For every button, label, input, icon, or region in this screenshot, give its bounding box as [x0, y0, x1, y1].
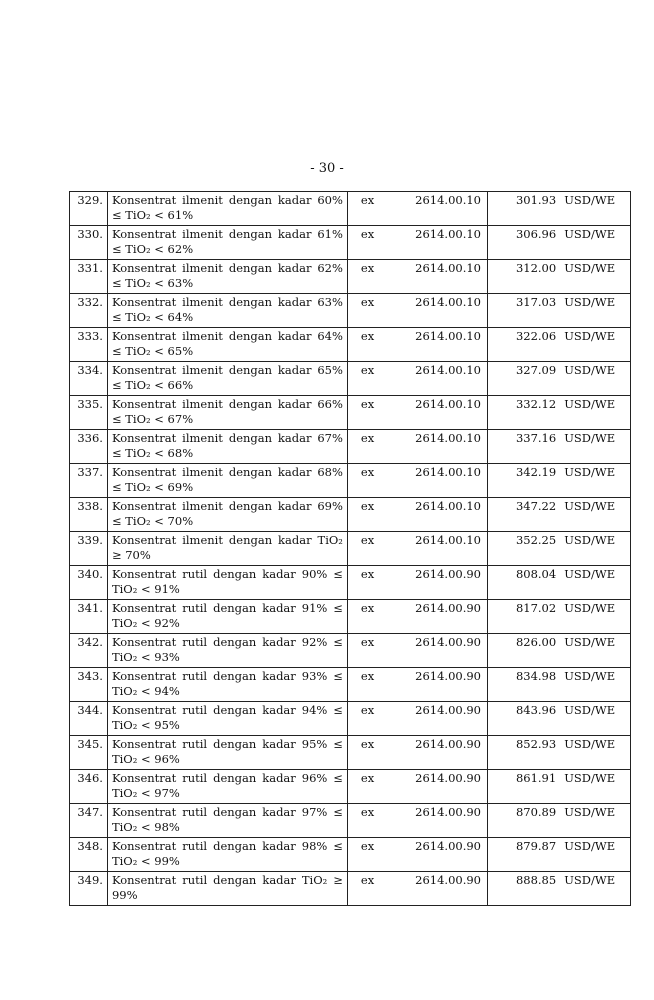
table-row	[70, 702, 631, 736]
row-number: 342.	[70, 634, 108, 668]
commodity-description	[107, 702, 347, 736]
ex-marker: ex	[347, 838, 397, 872]
hs-code: 2614.00.90	[397, 736, 488, 770]
description-line-1: Konsentrat rutil dengan kadar 96% ≤	[111, 771, 343, 785]
table-row	[70, 634, 631, 668]
commodity-description	[107, 566, 347, 600]
description-line-1: Konsentrat rutil dengan kadar 90% ≤	[111, 567, 343, 581]
hs-code: 2614.00.90	[397, 872, 488, 906]
commodity-description	[107, 396, 347, 430]
commodity-description	[107, 328, 347, 362]
price-value: 322.06	[488, 328, 560, 362]
price-value: 861.91	[488, 770, 560, 804]
hs-code: 2614.00.10	[397, 430, 488, 464]
hs-code: 2614.00.90	[397, 634, 488, 668]
description-line-1: Konsentrat rutil dengan kadar 94% ≤	[111, 703, 343, 717]
table-row	[70, 498, 631, 532]
ex-marker: ex	[347, 294, 397, 328]
ex-marker: ex	[347, 532, 397, 566]
description-line-2: ≤ TiO₂ < 69%	[111, 479, 194, 494]
description-line-2: TiO₂ < 99%	[111, 853, 180, 868]
row-number: 338.	[70, 498, 108, 532]
price-value: 808.04	[488, 566, 560, 600]
table-row	[70, 226, 631, 260]
price-unit: USD/WE	[560, 532, 630, 566]
description-line-2: ≤ TiO₂ < 68%	[111, 445, 194, 460]
commodity-description	[107, 226, 347, 260]
commodity-description	[107, 600, 347, 634]
description-line-1: Konsentrat rutil dengan kadar 92% ≤	[111, 635, 343, 649]
table-row	[70, 430, 631, 464]
ex-marker: ex	[347, 600, 397, 634]
row-number: 340.	[70, 566, 108, 600]
ex-marker: ex	[347, 634, 397, 668]
hs-code: 2614.00.10	[397, 294, 488, 328]
hs-code: 2614.00.90	[397, 566, 488, 600]
price-value: 879.87	[488, 838, 560, 872]
page-number: - 30 -	[310, 161, 344, 176]
price-unit: USD/WE	[560, 464, 630, 498]
price-unit: USD/WE	[560, 770, 630, 804]
hs-code: 2614.00.10	[397, 226, 488, 260]
description-line-2: TiO₂ < 95%	[111, 717, 180, 732]
price-value: 834.98	[488, 668, 560, 702]
table-row	[70, 328, 631, 362]
table-row	[70, 294, 631, 328]
table-row	[70, 362, 631, 396]
price-unit: USD/WE	[560, 192, 630, 226]
price-value: 337.16	[488, 430, 560, 464]
description-line-1: Konsentrat ilmenit dengan kadar TiO₂	[111, 533, 343, 547]
description-line-2: TiO₂ < 98%	[111, 819, 180, 834]
description-line-2: TiO₂ < 96%	[111, 751, 180, 766]
price-value: 870.89	[488, 804, 560, 838]
price-unit: USD/WE	[560, 362, 630, 396]
commodity-description	[107, 362, 347, 396]
table-row	[70, 396, 631, 430]
hs-code: 2614.00.90	[397, 702, 488, 736]
description-line-1: Konsentrat rutil dengan kadar 98% ≤	[111, 839, 343, 853]
price-unit: USD/WE	[560, 736, 630, 770]
table-row	[70, 736, 631, 770]
row-number: 332.	[70, 294, 108, 328]
ex-marker: ex	[347, 226, 397, 260]
description-line-2: ≥ 70%	[111, 547, 151, 562]
description-line-1: Konsentrat ilmenit dengan kadar 67%	[111, 431, 343, 445]
description-line-2: TiO₂ < 91%	[111, 581, 180, 596]
table-row	[70, 566, 631, 600]
price-unit: USD/WE	[560, 804, 630, 838]
description-line-1: Konsentrat ilmenit dengan kadar 62%	[111, 261, 343, 275]
price-unit: USD/WE	[560, 600, 630, 634]
commodity-description	[107, 294, 347, 328]
ex-marker: ex	[347, 770, 397, 804]
price-value: 347.22	[488, 498, 560, 532]
row-number: 343.	[70, 668, 108, 702]
ex-marker: ex	[347, 192, 397, 226]
price-unit: USD/WE	[560, 668, 630, 702]
ex-marker: ex	[347, 498, 397, 532]
hs-code: 2614.00.90	[397, 600, 488, 634]
hs-code: 2614.00.10	[397, 498, 488, 532]
ex-marker: ex	[347, 430, 397, 464]
table-row	[70, 192, 631, 226]
hs-code: 2614.00.90	[397, 804, 488, 838]
row-number: 335.	[70, 396, 108, 430]
commodity-description	[107, 770, 347, 804]
price-unit: USD/WE	[560, 566, 630, 600]
price-unit: USD/WE	[560, 294, 630, 328]
description-line-2: ≤ TiO₂ < 65%	[111, 343, 194, 358]
price-value: 327.09	[488, 362, 560, 396]
description-line-1: Konsentrat rutil dengan kadar 97% ≤	[111, 805, 343, 819]
price-value: 301.93	[488, 192, 560, 226]
price-value: 317.03	[488, 294, 560, 328]
price-value: 352.25	[488, 532, 560, 566]
price-value: 888.85	[488, 872, 560, 906]
price-unit: USD/WE	[560, 702, 630, 736]
ex-marker: ex	[347, 872, 397, 906]
ex-marker: ex	[347, 464, 397, 498]
description-line-1: Konsentrat rutil dengan kadar 91% ≤	[111, 601, 343, 615]
price-unit: USD/WE	[560, 260, 630, 294]
price-value: 826.00	[488, 634, 560, 668]
price-value: 342.19	[488, 464, 560, 498]
hs-code: 2614.00.90	[397, 770, 488, 804]
row-number: 349.	[70, 872, 108, 906]
description-line-2: ≤ TiO₂ < 66%	[111, 377, 194, 392]
price-value: 843.96	[488, 702, 560, 736]
description-line-1: Konsentrat ilmenit dengan kadar 69%	[111, 499, 343, 513]
description-line-2: ≤ TiO₂ < 61%	[111, 207, 194, 222]
price-value: 306.96	[488, 226, 560, 260]
table-row	[70, 770, 631, 804]
description-line-2: TiO₂ < 97%	[111, 785, 180, 800]
hs-code: 2614.00.10	[397, 362, 488, 396]
table-row	[70, 872, 631, 906]
row-number: 333.	[70, 328, 108, 362]
ex-marker: ex	[347, 668, 397, 702]
description-line-2: TiO₂ < 94%	[111, 683, 180, 698]
description-line-2: ≤ TiO₂ < 64%	[111, 309, 194, 324]
row-number: 346.	[70, 770, 108, 804]
row-number: 334.	[70, 362, 108, 396]
description-line-2: ≤ TiO₂ < 63%	[111, 275, 194, 290]
description-line-1: Konsentrat ilmenit dengan kadar 68%	[111, 465, 343, 479]
row-number: 347.	[70, 804, 108, 838]
ex-marker: ex	[347, 328, 397, 362]
description-line-1: Konsentrat rutil dengan kadar 95% ≤	[111, 737, 343, 751]
commodity-description	[107, 872, 347, 906]
ex-marker: ex	[347, 804, 397, 838]
ex-marker: ex	[347, 702, 397, 736]
row-number: 341.	[70, 600, 108, 634]
table-row	[70, 464, 631, 498]
description-line-2: TiO₂ < 92%	[111, 615, 180, 630]
table-row	[70, 804, 631, 838]
export-price-table	[69, 191, 631, 906]
price-unit: USD/WE	[560, 872, 630, 906]
row-number: 339.	[70, 532, 108, 566]
description-line-1: Konsentrat ilmenit dengan kadar 61%	[111, 227, 343, 241]
row-number: 337.	[70, 464, 108, 498]
description-line-1: Konsentrat ilmenit dengan kadar 65%	[111, 363, 343, 377]
table-row	[70, 532, 631, 566]
description-line-1: Konsentrat rutil dengan kadar 93% ≤	[111, 669, 343, 683]
price-unit: USD/WE	[560, 838, 630, 872]
hs-code: 2614.00.10	[397, 192, 488, 226]
ex-marker: ex	[347, 362, 397, 396]
price-unit: USD/WE	[560, 328, 630, 362]
description-line-1: Konsentrat ilmenit dengan kadar 64%	[111, 329, 343, 343]
commodity-description	[107, 498, 347, 532]
description-line-1: Konsentrat ilmenit dengan kadar 66%	[111, 397, 343, 411]
table-row	[70, 668, 631, 702]
row-number: 345.	[70, 736, 108, 770]
commodity-description	[107, 804, 347, 838]
description-line-1: Konsentrat ilmenit dengan kadar 60%	[111, 193, 343, 207]
row-number: 331.	[70, 260, 108, 294]
commodity-description	[107, 838, 347, 872]
description-line-2: ≤ TiO₂ < 67%	[111, 411, 194, 426]
price-value: 852.93	[488, 736, 560, 770]
commodity-description	[107, 430, 347, 464]
ex-marker: ex	[347, 736, 397, 770]
hs-code: 2614.00.10	[397, 260, 488, 294]
row-number: 330.	[70, 226, 108, 260]
price-value: 332.12	[488, 396, 560, 430]
ex-marker: ex	[347, 260, 397, 294]
price-unit: USD/WE	[560, 498, 630, 532]
commodity-description	[107, 634, 347, 668]
table-row	[70, 838, 631, 872]
commodity-description	[107, 668, 347, 702]
description-line-2: 99%	[111, 887, 138, 902]
commodity-description	[107, 736, 347, 770]
table-body	[70, 192, 631, 906]
commodity-description	[107, 464, 347, 498]
table-row	[70, 600, 631, 634]
description-line-1: Konsentrat ilmenit dengan kadar 63%	[111, 295, 343, 309]
commodity-description	[107, 192, 347, 226]
price-unit: USD/WE	[560, 634, 630, 668]
row-number: 329.	[70, 192, 108, 226]
hs-code: 2614.00.10	[397, 464, 488, 498]
price-value: 817.02	[488, 600, 560, 634]
price-unit: USD/WE	[560, 226, 630, 260]
price-unit: USD/WE	[560, 396, 630, 430]
price-value: 312.00	[488, 260, 560, 294]
description-line-2: ≤ TiO₂ < 70%	[111, 513, 194, 528]
table-row	[70, 260, 631, 294]
hs-code: 2614.00.10	[397, 396, 488, 430]
description-line-2: TiO₂ < 93%	[111, 649, 180, 664]
hs-code: 2614.00.90	[397, 668, 488, 702]
description-line-1: Konsentrat rutil dengan kadar TiO₂ ≥	[111, 873, 343, 887]
commodity-description	[107, 260, 347, 294]
price-unit: USD/WE	[560, 430, 630, 464]
row-number: 336.	[70, 430, 108, 464]
description-line-2: ≤ TiO₂ < 62%	[111, 241, 194, 256]
row-number: 348.	[70, 838, 108, 872]
hs-code: 2614.00.10	[397, 328, 488, 362]
hs-code: 2614.00.90	[397, 838, 488, 872]
row-number: 344.	[70, 702, 108, 736]
commodity-description	[107, 532, 347, 566]
hs-code: 2614.00.10	[397, 532, 488, 566]
ex-marker: ex	[347, 566, 397, 600]
ex-marker: ex	[347, 396, 397, 430]
